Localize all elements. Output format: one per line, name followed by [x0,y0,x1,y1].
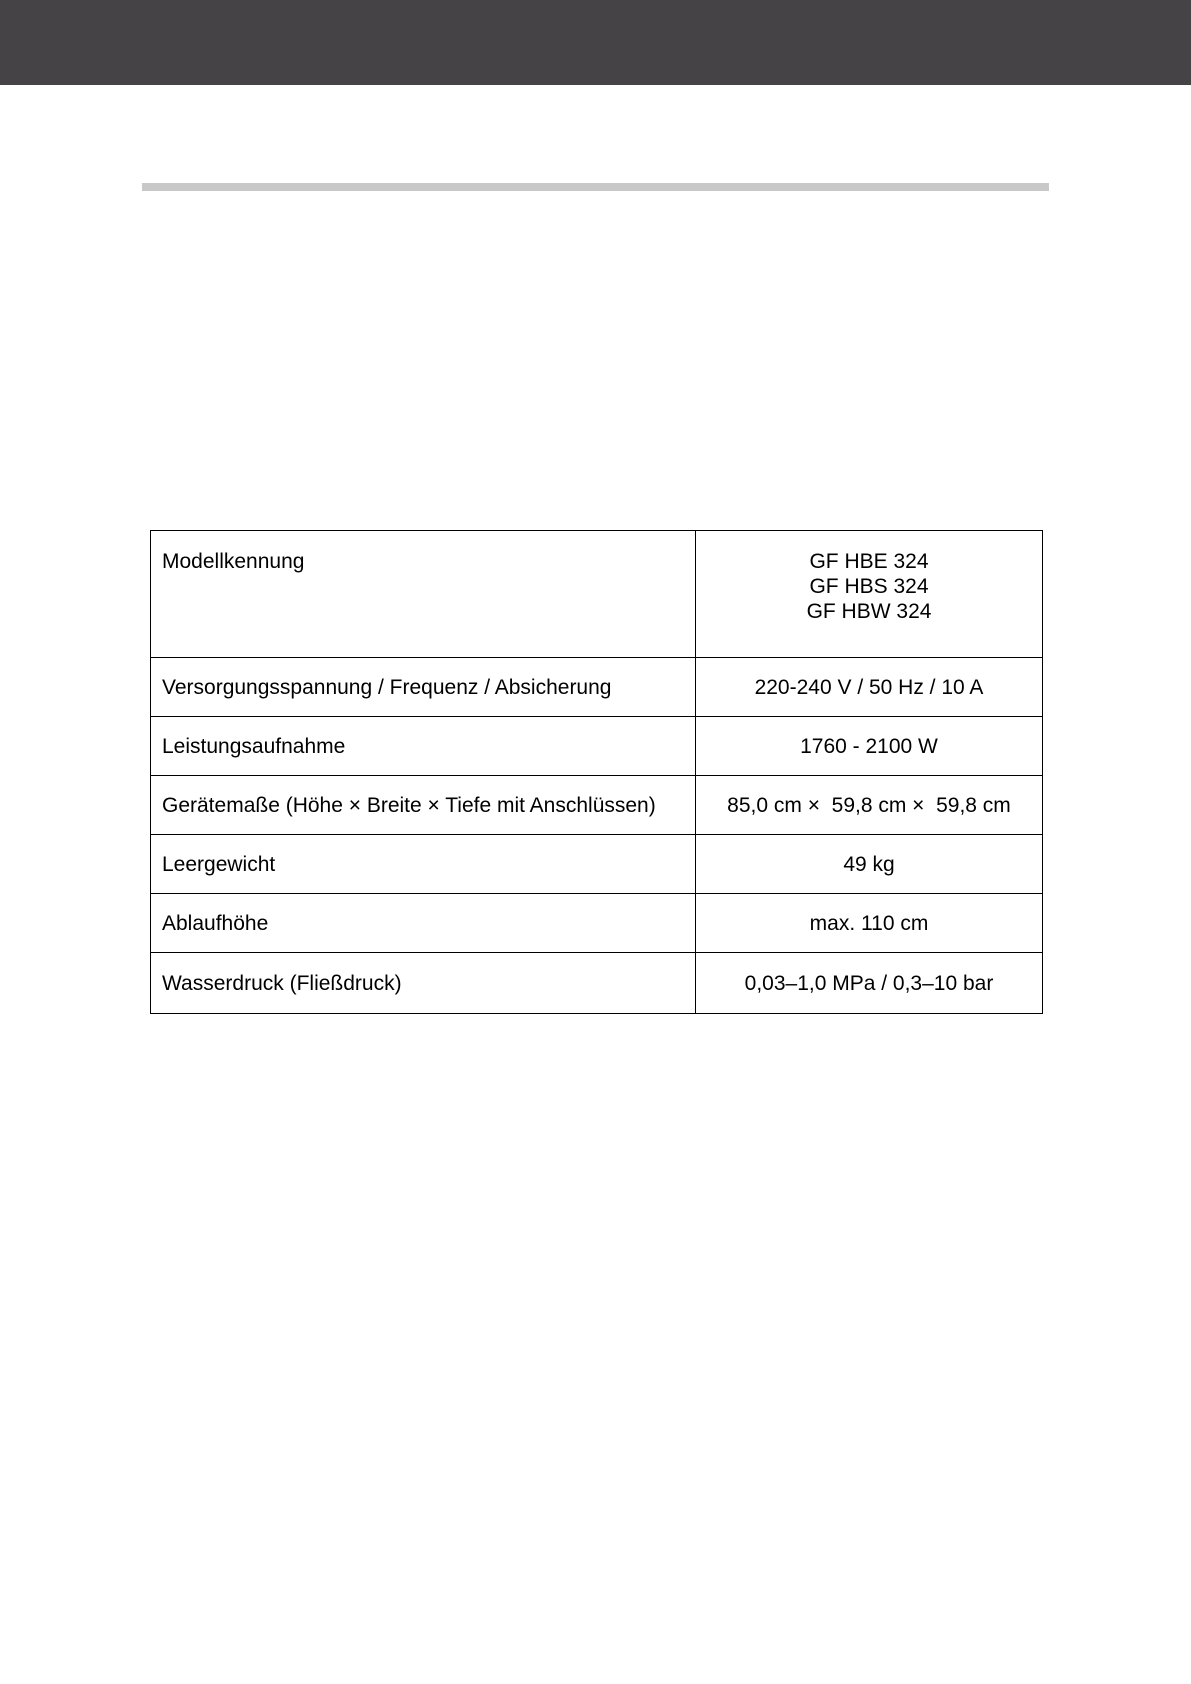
table-row-empty-weight [151,835,1043,894]
row-value: 220-240 V / 50 Hz / 10 A [696,658,1043,717]
table-row-model-id [151,531,1043,658]
table-row-water-pressure [151,953,1043,1014]
row-label: Wasserdruck (Fließdruck) [151,953,696,1014]
model-number: GF HBS 324 [809,575,929,598]
row-label: Leistungsaufnahme [151,717,696,776]
model-number: GF HBE 324 [809,550,929,573]
table-row-power-supply [151,658,1043,717]
row-value: 0,03–1,0 MPa / 0,3–10 bar [696,953,1043,1014]
section-divider [142,183,1049,191]
table-row-power-consumption [151,717,1043,776]
row-label: Gerätemaße (Höhe × Breite × Tiefe mit Anschlüssen) [151,776,696,835]
technical-data-table [150,530,1043,1014]
page-header-bar [0,0,1191,85]
row-label: Versorgungsspannung / Frequenz / Absicherung [151,658,696,717]
model-list [696,531,1043,658]
row-value: 85,0 cm × 59,8 cm × 59,8 cm [696,776,1043,835]
model-number: GF HBW 324 [806,600,932,623]
row-value: 49 kg [696,835,1043,894]
row-label: Modellkennung [151,531,696,658]
row-label: Ablaufhöhe [151,894,696,953]
table-row-drain-height [151,894,1043,953]
row-value: max. 110 cm [696,894,1043,953]
row-label: Leergewicht [151,835,696,894]
table-row-dimensions [151,776,1043,835]
row-value: 1760 - 2100 W [696,717,1043,776]
